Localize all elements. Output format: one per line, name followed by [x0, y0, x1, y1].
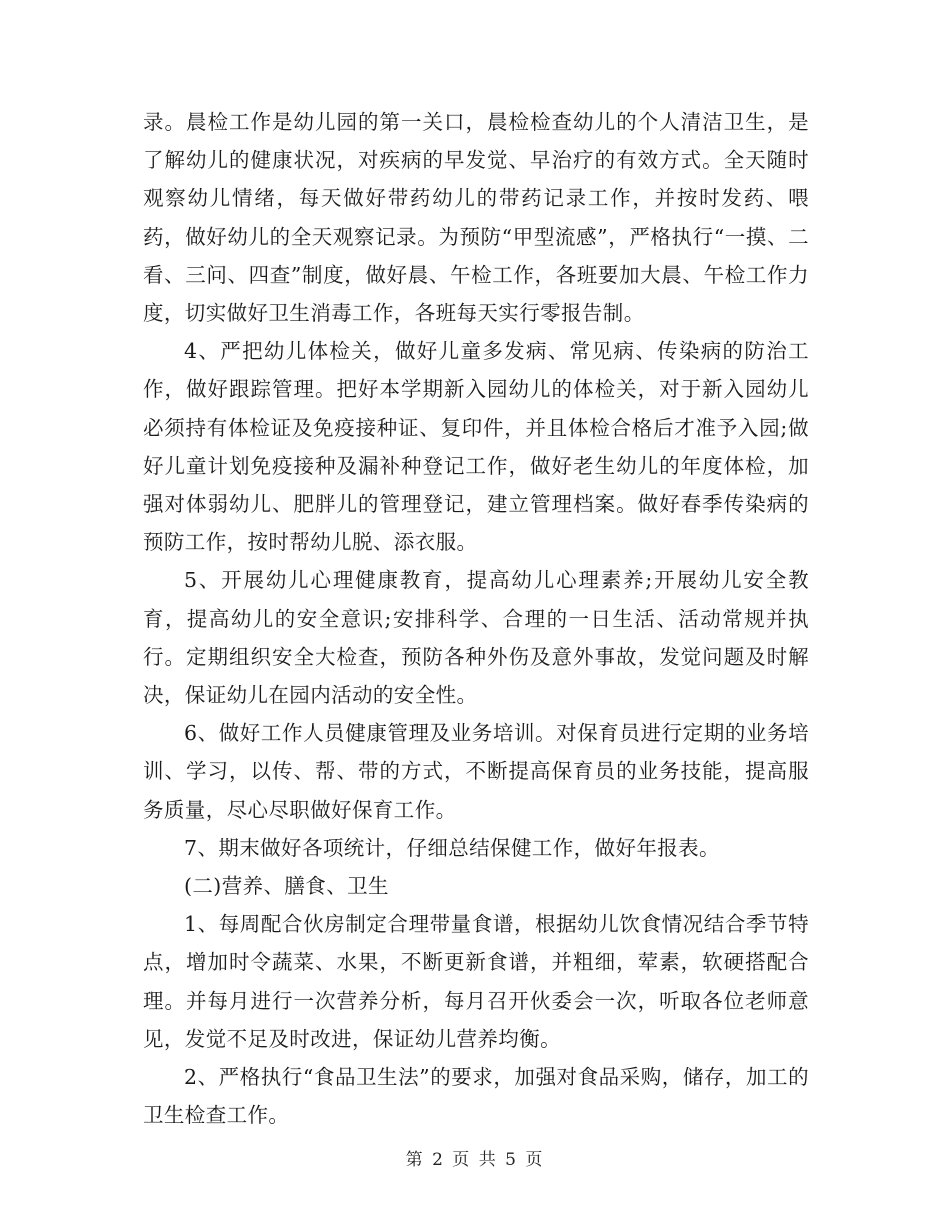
paragraph-6: 1、每周配合伙房制定合理带量食谱，根据幼儿饮食情况结合季节特点，增加时令蔬菜、水果，不断更新食谱，并粗细，荤素，软硬搭配合理。并每月进行一次营养分析，每月召开伙委会一次，听取各位老师意见，发觉不足及时改进，保证幼儿营养均衡。 — [143, 912, 809, 1051]
document-body — [143, 103, 809, 1134]
paragraph-2: 4、严把幼儿体检关，做好儿童多发病、常见病、传染病的防治工作，做好跟踪管理。把好本学期新入园幼儿的体检关，对于新入园幼儿必须持有体检证及免疫接种证、复印件，并且体检合格后才准予入园;做好儿童计划免疫接种及漏补种登记工作，做好老生幼儿的年度体检，加强对体弱幼儿、肥胖儿的管理登记，建立管理档案。做好春季传染病的预防工作，按时帮幼儿脱、添衣服。 — [143, 339, 809, 555]
paragraph-7: 2、严格执行“食品卫生法”的要求，加强对食品采购，储存，加工的卫生检查工作。 — [143, 1065, 809, 1128]
paragraph-5: 7、期末做好各项统计，仔细总结保健工作，做好年报表。 — [184, 835, 720, 860]
paragraph-4: 6、做好工作人员健康管理及业务培训。对保育员进行定期的业务培训、学习，以传、帮、带的方式，不断提高保育员的业务技能，提高服务质量，尽心尽职做好保育工作。 — [143, 721, 809, 822]
section-heading: (二)营养、膳食、卫生 — [184, 874, 389, 899]
page-number-footer: 第 2 页 共 5 页 — [405, 1150, 545, 1170]
paragraph-1: 录。晨检工作是幼儿园的第一关口，晨检检查幼儿的个人清洁卫生，是了解幼儿的健康状况，对疾病的早发觉、早治疗的有效方式。全天随时观察幼儿情绪，每天做好带药幼儿的带药记录工作，并按时发药、喂药，做好幼儿的全天观察记录。为预防“甲型流感”，严格执行“一摸、二看、三问、四查”制度，做好晨、午检工作，各班要加大晨、午检工作力度，切实做好卫生消毒工作，各班每天实行零报告制。 — [143, 110, 809, 326]
paragraph-3: 5、开展幼儿心理健康教育，提高幼儿心理素养;开展幼儿安全教育，提高幼儿的安全意识;安排科学、合理的一日生活、活动常规并执行。定期组织安全大检查，预防各种外伤及意外事故，发觉问题及时解决，保证幼儿在园内活动的安全性。 — [143, 568, 809, 708]
